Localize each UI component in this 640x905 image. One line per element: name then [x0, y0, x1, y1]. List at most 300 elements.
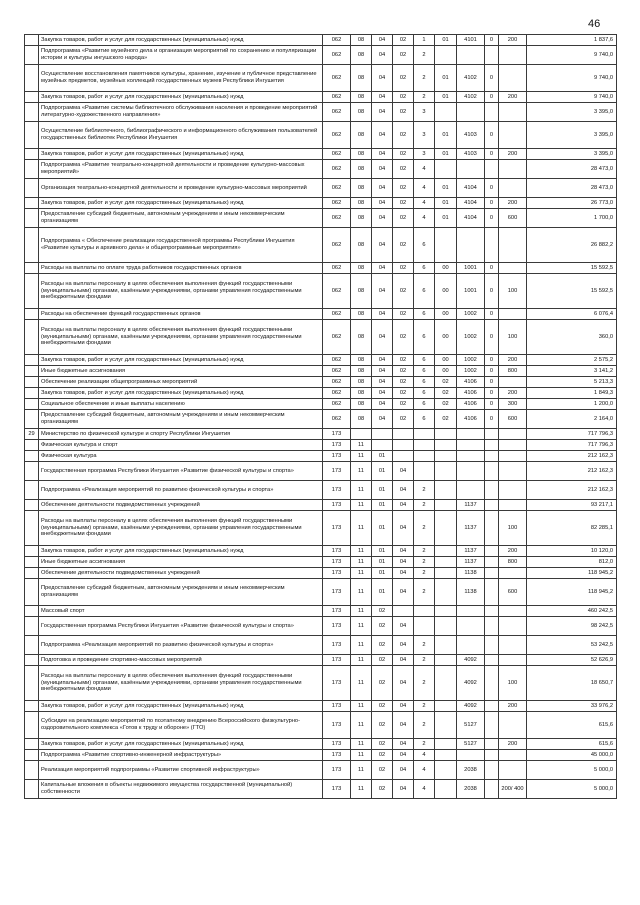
- row-number: [25, 209, 39, 228]
- section-code: 11: [351, 511, 372, 546]
- row-number: [25, 666, 39, 701]
- subprogram-code: 2: [414, 666, 435, 701]
- subsection-code: 01: [372, 546, 393, 557]
- event-code: 01: [435, 122, 457, 149]
- subprogram-code: 2: [414, 92, 435, 103]
- extra-code: [485, 739, 499, 750]
- direction-code: 1001: [457, 263, 485, 274]
- table-row: [25, 209, 617, 228]
- row-amount: 5 000,0: [527, 761, 617, 780]
- ministry-code: 173: [323, 712, 351, 739]
- event-code: [435, 739, 457, 750]
- row-number: [25, 440, 39, 451]
- event-code: 00: [435, 355, 457, 366]
- table-row: [25, 92, 617, 103]
- section-code: 11: [351, 780, 372, 799]
- row-name: Подпрограмма «Развитие музейного дела и организация мероприятий по сохранению и популяризации истории и культуры ингушского народа»: [39, 46, 323, 65]
- row-number: [25, 712, 39, 739]
- row-amount: 212 162,3: [527, 481, 617, 500]
- program-code: [393, 440, 414, 451]
- subprogram-code: 4: [414, 750, 435, 761]
- row-name: Иные бюджетные ассигнования: [39, 557, 323, 568]
- extra-code: 0: [485, 377, 499, 388]
- section-code: 08: [351, 228, 372, 263]
- row-number: [25, 557, 39, 568]
- table-row: [25, 701, 617, 712]
- ministry-code: 173: [323, 636, 351, 655]
- subsection-code: 02: [372, 739, 393, 750]
- table-row: [25, 35, 617, 46]
- subsection-code: 04: [372, 274, 393, 309]
- row-name: Государственная программа Республики Ингушетия «Развитие физической культуры и спорта»: [39, 617, 323, 636]
- table-row: [25, 65, 617, 92]
- direction-code: [457, 750, 485, 761]
- subsection-code: 01: [372, 500, 393, 511]
- subsection-code: 04: [372, 122, 393, 149]
- expense-type-code: [499, 761, 527, 780]
- event-code: [435, 780, 457, 799]
- subprogram-code: [414, 451, 435, 462]
- row-number: [25, 160, 39, 179]
- subsection-code: 04: [372, 228, 393, 263]
- row-amount: 1 849,3: [527, 388, 617, 399]
- event-code: [435, 579, 457, 606]
- subsection-code: 02: [372, 617, 393, 636]
- direction-code: 4106: [457, 377, 485, 388]
- row-number: [25, 320, 39, 355]
- row-name: Закупка товаров, работ и услуг для государственных (муниципальных) нужд: [39, 35, 323, 46]
- ministry-code: 173: [323, 606, 351, 617]
- expense-type-code: 200: [499, 149, 527, 160]
- subsection-code: 04: [372, 46, 393, 65]
- subprogram-code: 2: [414, 546, 435, 557]
- section-code: 11: [351, 666, 372, 701]
- subsection-code: 01: [372, 579, 393, 606]
- subprogram-code: 3: [414, 149, 435, 160]
- subsection-code: 04: [372, 149, 393, 160]
- event-code: [435, 440, 457, 451]
- subsection-code: 04: [372, 263, 393, 274]
- row-name: Закупка товаров, работ и услуг для государственных (муниципальных) нужд: [39, 546, 323, 557]
- row-name: Физическая культура: [39, 451, 323, 462]
- row-amount: 212 162,3: [527, 462, 617, 481]
- row-number: [25, 780, 39, 799]
- row-name: Министерство по физической культуре и спорту Республики Ингушетия: [39, 429, 323, 440]
- subprogram-code: 2: [414, 655, 435, 666]
- subprogram-code: [414, 462, 435, 481]
- extra-code: [485, 160, 499, 179]
- subprogram-code: 6: [414, 377, 435, 388]
- event-code: 02: [435, 388, 457, 399]
- direction-code: 4103: [457, 149, 485, 160]
- row-amount: 33 976,2: [527, 701, 617, 712]
- table-row: [25, 481, 617, 500]
- extra-code: [485, 617, 499, 636]
- program-code: 02: [393, 366, 414, 377]
- program-code: 02: [393, 149, 414, 160]
- subsection-code: 02: [372, 666, 393, 701]
- row-name: Расходы на выплаты персоналу в целях обеспечения выполнения функций государственными (муниципальными) органами, казёнными учреждениями, органами управления государственными внебюджетными фондами: [39, 511, 323, 546]
- row-number: [25, 198, 39, 209]
- direction-code: [457, 429, 485, 440]
- row-amount: 118 945,2: [527, 568, 617, 579]
- subsection-code: 04: [372, 320, 393, 355]
- table-row: [25, 666, 617, 701]
- extra-code: 0: [485, 309, 499, 320]
- row-number: [25, 366, 39, 377]
- program-code: 04: [393, 712, 414, 739]
- extra-code: [485, 666, 499, 701]
- event-code: [435, 617, 457, 636]
- event-code: [435, 103, 457, 122]
- ministry-code: 173: [323, 462, 351, 481]
- subsection-code: 02: [372, 750, 393, 761]
- extra-code: 0: [485, 198, 499, 209]
- event-code: [435, 712, 457, 739]
- direction-code: [457, 617, 485, 636]
- row-number: [25, 35, 39, 46]
- event-code: [435, 750, 457, 761]
- ministry-code: 062: [323, 35, 351, 46]
- expense-type-code: 200/ 400: [499, 780, 527, 799]
- row-amount: 82 285,1: [527, 511, 617, 546]
- expense-type-code: [499, 481, 527, 500]
- table-row: [25, 500, 617, 511]
- direction-code: 1138: [457, 568, 485, 579]
- row-amount: 28 473,0: [527, 160, 617, 179]
- ministry-code: 173: [323, 780, 351, 799]
- program-code: 02: [393, 65, 414, 92]
- row-number: [25, 617, 39, 636]
- subsection-code: [372, 429, 393, 440]
- expense-type-code: 200: [499, 35, 527, 46]
- event-code: [435, 606, 457, 617]
- section-code: 08: [351, 399, 372, 410]
- row-number: [25, 761, 39, 780]
- event-code: [435, 511, 457, 546]
- ministry-code: 062: [323, 320, 351, 355]
- section-code: 08: [351, 179, 372, 198]
- extra-code: 0: [485, 399, 499, 410]
- row-amount: 18 650,7: [527, 666, 617, 701]
- direction-code: 4101: [457, 35, 485, 46]
- row-number: [25, 309, 39, 320]
- section-code: 08: [351, 103, 372, 122]
- table-row: [25, 557, 617, 568]
- row-name: Иные бюджетные ассигнования: [39, 366, 323, 377]
- row-name: Обеспечение реализации общепрограммных мероприятий: [39, 377, 323, 388]
- subsection-code: 04: [372, 65, 393, 92]
- budget-table: [24, 34, 617, 799]
- direction-code: [457, 103, 485, 122]
- program-code: 04: [393, 546, 414, 557]
- table-row: [25, 103, 617, 122]
- section-code: 08: [351, 355, 372, 366]
- page-number: 46: [588, 18, 601, 30]
- row-amount: 812,0: [527, 557, 617, 568]
- ministry-code: 062: [323, 228, 351, 263]
- extra-code: [485, 546, 499, 557]
- row-number: [25, 122, 39, 149]
- ministry-code: 173: [323, 761, 351, 780]
- section-code: 11: [351, 617, 372, 636]
- ministry-code: 062: [323, 209, 351, 228]
- row-amount: 93 217,1: [527, 500, 617, 511]
- ministry-code: 062: [323, 46, 351, 65]
- expense-type-code: [499, 606, 527, 617]
- direction-code: 1001: [457, 274, 485, 309]
- row-amount: 460 242,5: [527, 606, 617, 617]
- section-code: 11: [351, 636, 372, 655]
- program-code: 02: [393, 209, 414, 228]
- expense-type-code: 200: [499, 388, 527, 399]
- row-amount: 52 626,9: [527, 655, 617, 666]
- table-row: [25, 377, 617, 388]
- table-row: [25, 263, 617, 274]
- event-code: [435, 46, 457, 65]
- subsection-code: 02: [372, 712, 393, 739]
- row-amount: 360,0: [527, 320, 617, 355]
- expense-type-code: [499, 451, 527, 462]
- program-code: 02: [393, 274, 414, 309]
- section-code: 11: [351, 451, 372, 462]
- program-code: 04: [393, 750, 414, 761]
- row-number: [25, 500, 39, 511]
- row-name: Социальное обеспечение и иные выплаты населению: [39, 399, 323, 410]
- section-code: 08: [351, 209, 372, 228]
- event-code: 01: [435, 179, 457, 198]
- section-code: 11: [351, 557, 372, 568]
- subprogram-code: 2: [414, 739, 435, 750]
- table-row: [25, 320, 617, 355]
- program-code: 04: [393, 557, 414, 568]
- row-name: Расходы на выплаты персоналу в целях обеспечения выполнения функций государственными (муниципальными) органами, казёнными учреждениями, органами управления государственными внебюджетными фондами: [39, 274, 323, 309]
- ministry-code: 173: [323, 429, 351, 440]
- row-amount: 2 164,0: [527, 410, 617, 429]
- row-amount: 3 141,2: [527, 366, 617, 377]
- expense-type-code: [499, 429, 527, 440]
- budget-table-body: [25, 35, 617, 799]
- subsection-code: 04: [372, 198, 393, 209]
- table-row: [25, 511, 617, 546]
- subsection-code: 02: [372, 761, 393, 780]
- extra-code: [485, 557, 499, 568]
- expense-type-code: 100: [499, 274, 527, 309]
- subprogram-code: 6: [414, 263, 435, 274]
- table-row: [25, 440, 617, 451]
- direction-code: 4102: [457, 92, 485, 103]
- program-code: 04: [393, 701, 414, 712]
- section-code: 11: [351, 739, 372, 750]
- ministry-code: 173: [323, 546, 351, 557]
- row-amount: 615,6: [527, 712, 617, 739]
- expense-type-code: [499, 750, 527, 761]
- table-row: [25, 274, 617, 309]
- row-amount: 15 592,5: [527, 263, 617, 274]
- program-code: 04: [393, 617, 414, 636]
- subsection-code: 01: [372, 481, 393, 500]
- section-code: [351, 429, 372, 440]
- expense-type-code: [499, 440, 527, 451]
- direction-code: 1002: [457, 320, 485, 355]
- subprogram-code: 4: [414, 761, 435, 780]
- row-name: Расходы на обеспечение функций государственных органов: [39, 309, 323, 320]
- extra-code: 0: [485, 263, 499, 274]
- subprogram-code: 2: [414, 636, 435, 655]
- row-name: Обеспечение деятельности подведомственных учреждений: [39, 500, 323, 511]
- section-code: 11: [351, 546, 372, 557]
- extra-code: 0: [485, 355, 499, 366]
- direction-code: [457, 606, 485, 617]
- row-number: [25, 546, 39, 557]
- direction-code: 4092: [457, 666, 485, 701]
- row-number: [25, 149, 39, 160]
- program-code: 02: [393, 46, 414, 65]
- row-amount: 10 120,0: [527, 546, 617, 557]
- row-number: [25, 65, 39, 92]
- table-row: [25, 617, 617, 636]
- table-row: [25, 579, 617, 606]
- subsection-code: 02: [372, 606, 393, 617]
- ministry-code: 062: [323, 274, 351, 309]
- section-code: 11: [351, 440, 372, 451]
- expense-type-code: 200: [499, 198, 527, 209]
- section-code: 11: [351, 655, 372, 666]
- program-code: [393, 429, 414, 440]
- event-code: 01: [435, 149, 457, 160]
- subprogram-code: 4: [414, 209, 435, 228]
- direction-code: 5127: [457, 739, 485, 750]
- ministry-code: 062: [323, 388, 351, 399]
- extra-code: [485, 429, 499, 440]
- extra-code: [485, 46, 499, 65]
- subprogram-code: 2: [414, 579, 435, 606]
- row-name: Осуществление восстановления памятников культуры, хранение, изучение и публичное представление музейных предметов, музейных коллекций государственных музеев Республики Ингушетия: [39, 65, 323, 92]
- row-name: Закупка товаров, работ и услуг для государственных (муниципальных) нужд: [39, 92, 323, 103]
- ministry-code: 062: [323, 399, 351, 410]
- section-code: 11: [351, 568, 372, 579]
- direction-code: [457, 636, 485, 655]
- table-row: [25, 780, 617, 799]
- row-number: 29: [25, 429, 39, 440]
- subprogram-code: 6: [414, 320, 435, 355]
- direction-code: 4106: [457, 410, 485, 429]
- expense-type-code: [499, 46, 527, 65]
- row-number: [25, 462, 39, 481]
- row-name: Государственная программа Республики Ингушетия «Развитие физической культуры и спорта»: [39, 462, 323, 481]
- program-code: 02: [393, 160, 414, 179]
- extra-code: 0: [485, 274, 499, 309]
- event-code: [435, 160, 457, 179]
- program-code: 04: [393, 500, 414, 511]
- program-code: 02: [393, 122, 414, 149]
- program-code: 02: [393, 103, 414, 122]
- direction-code: [457, 46, 485, 65]
- table-row: [25, 761, 617, 780]
- program-code: 02: [393, 355, 414, 366]
- subprogram-code: 6: [414, 309, 435, 320]
- event-code: 02: [435, 377, 457, 388]
- row-name: Подпрограмма «Развитие театрально-концертной деятельности и проведение культурно-массовых мероприятий»: [39, 160, 323, 179]
- expense-type-code: 100: [499, 511, 527, 546]
- row-number: [25, 568, 39, 579]
- expense-type-code: 200: [499, 701, 527, 712]
- subsection-code: 02: [372, 636, 393, 655]
- row-name: Закупка товаров, работ и услуг для государственных (муниципальных) нужд: [39, 388, 323, 399]
- expense-type-code: 200: [499, 739, 527, 750]
- expense-type-code: 600: [499, 579, 527, 606]
- direction-code: 4103: [457, 122, 485, 149]
- row-amount: 3 395,0: [527, 122, 617, 149]
- table-row: [25, 388, 617, 399]
- table-row: [25, 636, 617, 655]
- subprogram-code: 4: [414, 179, 435, 198]
- row-name: Обеспечение деятельности подведомственных учреждений: [39, 568, 323, 579]
- direction-code: 1002: [457, 309, 485, 320]
- table-row: [25, 179, 617, 198]
- ministry-code: 062: [323, 65, 351, 92]
- event-code: [435, 228, 457, 263]
- expense-type-code: [499, 636, 527, 655]
- ministry-code: 062: [323, 149, 351, 160]
- event-code: 01: [435, 198, 457, 209]
- subprogram-code: 6: [414, 274, 435, 309]
- subsection-code: 02: [372, 701, 393, 712]
- subprogram-code: 4: [414, 198, 435, 209]
- row-amount: 9 740,0: [527, 46, 617, 65]
- subsection-code: 01: [372, 462, 393, 481]
- expense-type-code: 200: [499, 92, 527, 103]
- expense-type-code: [499, 500, 527, 511]
- expense-type-code: [499, 462, 527, 481]
- row-name: Закупка товаров, работ и услуг для государственных (муниципальных) нужд: [39, 149, 323, 160]
- extra-code: 0: [485, 388, 499, 399]
- row-number: [25, 636, 39, 655]
- row-amount: 5 000,0: [527, 780, 617, 799]
- expense-type-code: 600: [499, 209, 527, 228]
- direction-code: 2038: [457, 780, 485, 799]
- program-code: 02: [393, 377, 414, 388]
- ministry-code: 173: [323, 500, 351, 511]
- row-amount: 717 796,3: [527, 440, 617, 451]
- event-code: [435, 568, 457, 579]
- row-number: [25, 451, 39, 462]
- expense-type-code: 300: [499, 399, 527, 410]
- direction-code: [457, 228, 485, 263]
- subprogram-code: 2: [414, 557, 435, 568]
- section-code: 08: [351, 274, 372, 309]
- ministry-code: 173: [323, 481, 351, 500]
- row-number: [25, 263, 39, 274]
- subprogram-code: [414, 429, 435, 440]
- row-name: Подпрограмма « Обеспечение реализации государственной программы Республики Ингушетия «Развитие культуры и архивного дела» и общепрограммные мероприятия»: [39, 228, 323, 263]
- section-code: 08: [351, 377, 372, 388]
- expense-type-code: 200: [499, 546, 527, 557]
- row-number: [25, 274, 39, 309]
- extra-code: [485, 636, 499, 655]
- extra-code: [485, 579, 499, 606]
- row-amount: 9 740,0: [527, 65, 617, 92]
- program-code: 04: [393, 761, 414, 780]
- subprogram-code: 6: [414, 366, 435, 377]
- program-code: 04: [393, 636, 414, 655]
- row-amount: 615,6: [527, 739, 617, 750]
- table-row: [25, 462, 617, 481]
- table-row: [25, 309, 617, 320]
- section-code: 08: [351, 46, 372, 65]
- extra-code: 0: [485, 122, 499, 149]
- expense-type-code: [499, 377, 527, 388]
